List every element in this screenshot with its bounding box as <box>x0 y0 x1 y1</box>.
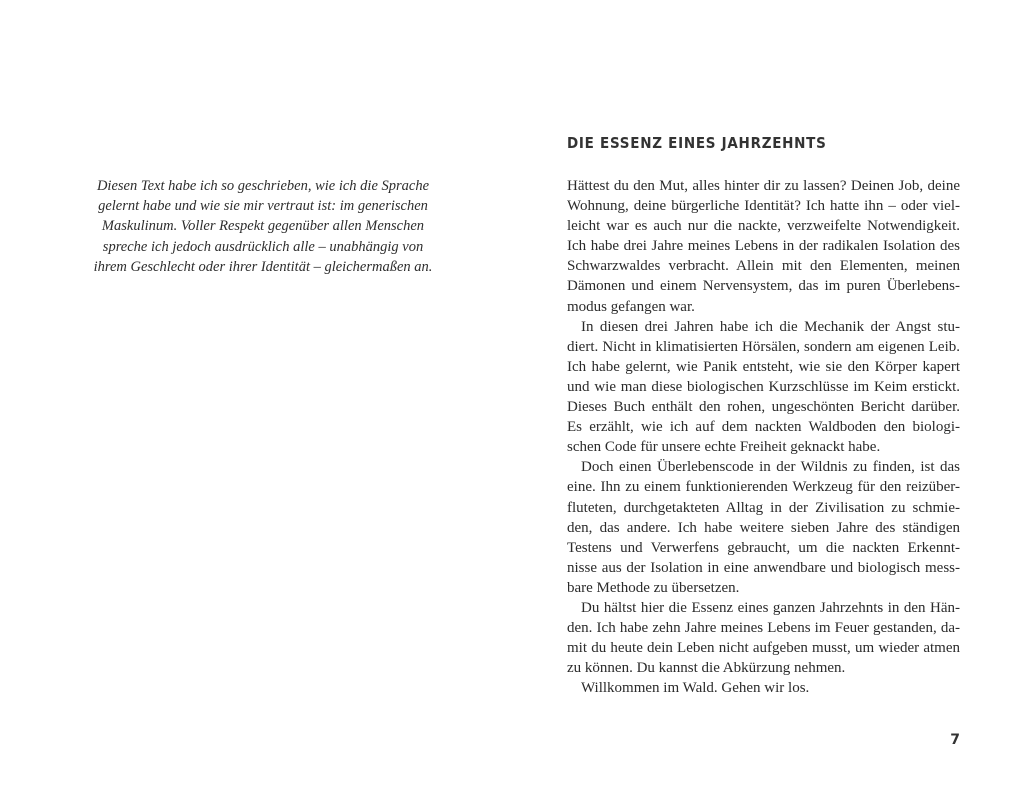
text-line: In diesen drei Jahren habe ich die Mechanik der Angst stu- <box>581 318 960 335</box>
text-line: Willkommen im Wald. Gehen wir los. <box>581 680 810 697</box>
text-line: Doch einen Überlebenscode in der Wildnis zu finden, ist das <box>581 459 960 476</box>
left-page <box>60 0 500 793</box>
note-line: Maskulinum. Voller Respekt gegenüber allen Menschen <box>101 218 425 235</box>
text-line: modus gefangen war. <box>567 298 695 315</box>
page-number: 7 <box>950 732 960 748</box>
text-line: fluteten, durchgetakteten Alltag in der Zivilisation zu schmie- <box>567 499 960 516</box>
text-line: Wohnung, deine bürgerliche Identität? Ich hatte ihn – oder viel- <box>567 198 960 215</box>
text-line: schen Code für unsere echte Freiheit geknackt habe. <box>567 439 881 456</box>
text-line: Schwarzwaldes verbracht. Allein mit den Elementen, meinen <box>567 258 960 275</box>
text-line: Dämonen und einem Nervensystem, das im puren Überlebens- <box>567 278 960 295</box>
gender-language-note <box>92 176 434 277</box>
note-line: Diesen Text habe ich so geschrieben, wie ich die Sprache <box>96 178 430 194</box>
text-line: Dieses Buch enthält den rohen, ungeschönten Bericht darüber. <box>567 399 960 416</box>
text-line: Ich habe drei Jahre meines Lebens in der radikalen Isolation des <box>567 238 960 255</box>
text-line: zu können. Du kannst die Abkürzung nehmen. <box>567 660 846 677</box>
text-line: Hättest du den Mut, alles hinter dir zu lassen? Deinen Job, deine <box>567 178 960 194</box>
body-text <box>567 176 960 698</box>
text-line: leicht war es auch nur die nackte, verzweifelte Notwendigkeit. <box>567 218 960 235</box>
text-line: den. Ich habe zehn Jahre meines Lebens im Feuer gestanden, da- <box>567 620 960 637</box>
text-line: Testens und Verwerfens gebraucht, um die nackten Erkennt- <box>567 539 960 556</box>
note-line: ihrem Geschlecht oder ihrer Identität – gleichermaßen an. <box>93 258 433 275</box>
note-line: gelernt habe und wie sie mir vertraut ist: im generischen <box>98 198 428 215</box>
text-line: eine. Ihn zu einem funktionierenden Werkzeug für den reizüber- <box>567 479 960 496</box>
text-line: diert. Nicht in klimatisierten Hörsälen, sondern am eigenen Leib. <box>567 338 960 355</box>
text-line: mit du heute dein Leben nicht aufgeben musst, um wieder atmen <box>567 640 960 657</box>
text-line: und wie man diese biologischen Kurzschlüsse im Keim erstickt. <box>567 378 960 395</box>
text-line: bare Methode zu übersetzen. <box>567 579 740 596</box>
text-line: Du hältst hier die Essenz eines ganzen Jahrzehnts in den Hän- <box>581 599 960 616</box>
text-line: Ich habe gelernt, wie Panik entsteht, wie sie den Körper kapert <box>567 358 960 375</box>
note-line: spreche ich jedoch ausdrücklich alle – unabhängig von <box>102 238 424 255</box>
right-page <box>510 0 1020 793</box>
text-line: nisse aus der Isolation in eine anwendbare und biologisch mess- <box>567 559 960 576</box>
text-line: den, das andere. Ich habe weitere sieben Jahre des ständigen <box>567 519 960 536</box>
chapter-title: DIE ESSENZ EINES JAHRZEHNTS <box>567 134 827 152</box>
text-line: Es erzählt, wie ich auf dem nackten Waldboden den biologi- <box>567 419 960 436</box>
